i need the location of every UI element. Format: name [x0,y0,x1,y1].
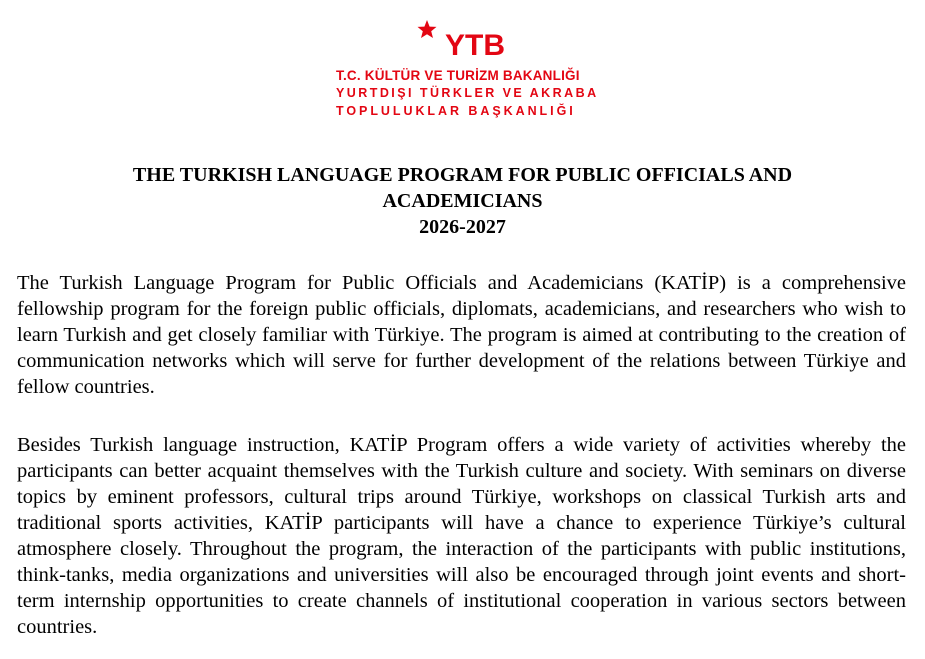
crescent-star-icon [405,18,449,66]
org-name-line-3: TOPLULUKLAR BAŞKANLIĞI [336,104,576,118]
title-line-2: ACADEMICIANS [382,190,543,212]
org-name-line-2: YURTDIŞI TÜRKLER VE AKRABA [336,86,599,100]
activities-paragraph: Besides Turkish language instruction, KATİP Program offers a wide variety of activities whereby the participants can better acquaint themselves with the Turkish culture and society. With seminars on diverse topics by eminent professors, cultural trips around Türkiye, workshops on classical Turkish arts and traditional sports activities, KATİP participants will have a chance to experience Türkiye’s cultural atmosphere closely. Throughout the program, the interaction of the participants with public institutions, think-tanks, media organizations and universities will also be encouraged through joint events and short-term internship opportunities to create channels of institutional cooperation in various sectors between countries. [17,434,906,638]
document-title [0,162,925,240]
ytb-logo [405,18,515,70]
page-header [0,12,925,122]
program-year: 2026-2027 [419,216,506,238]
intro-paragraph: The Turkish Language Program for Public Officials and Academicians (KATİP) is a comprehensive fellowship program for the foreign public officials, diplomats, academicians, and researchers who wish to learn Turkish and get closely familiar with Türkiye. The program is aimed at contributing to the creation of communication networks which will serve for further development of the relations between Türkiye and fellow countries. [17,272,906,398]
logo-text: YTB [445,29,505,62]
org-name-line-1: T.C. KÜLTÜR VE TURİZM BAKANLIĞI [336,68,580,83]
title-line-1: THE TURKISH LANGUAGE PROGRAM FOR PUBLIC OFFICIALS AND [132,164,793,186]
